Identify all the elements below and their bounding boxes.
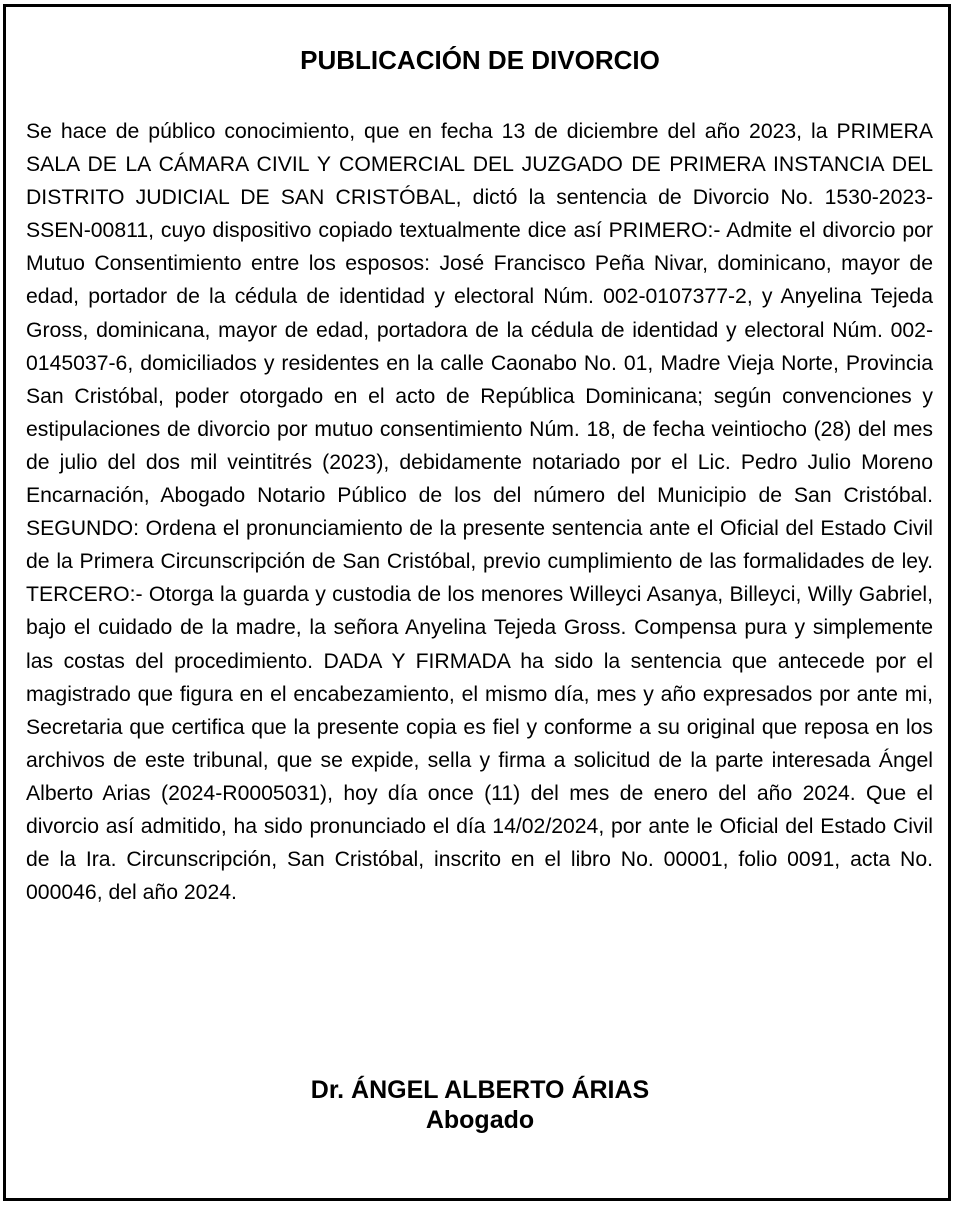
signature-block (6, 1075, 954, 1135)
signature-role: Abogado (425, 1106, 535, 1134)
signature-name: Dr. ÁNGEL ALBERTO ÁRIAS (310, 1076, 650, 1104)
notice-frame (3, 4, 951, 1201)
notice-title: PUBLICACIÓN DE DIVORCIO (300, 45, 660, 75)
notice-body: Se hace de público conocimiento, que en fecha 13 de diciembre del año 2023, la PRIMERA SALA DE LA CÁMARA CIVIL Y COMERCIAL DEL JUZGADO DE PRIMERA INSTANCIA DEL DISTRITO JUDICIAL DE SAN CRISTÓBAL, dictó la sentencia de Divorcio No. 1530-2023-SSEN-00811, cuyo dispositivo copiado textualmente dice así PRIMERO:- Admite el divorcio por Mutuo Consentimiento entre los esposos: José Francisco Peña Nivar, dominicano, mayor de edad, portador de la cédula de identidad y electoral Núm. 002-0107377-2, y Anyelina Tejeda Gross, dominicana, mayor de edad, portadora de la cédula de identidad y electoral Núm. 002-0145037-6, domiciliados y residentes en la calle Caonabo No. 01, Madre Vieja Norte, Provincia San Cristóbal, poder otorgado en el acto de República Dominicana; según convenciones y estipulaciones de divorcio por mutuo consentimiento Núm. 18, de fecha veintiocho (28) del mes de julio del dos mil veintitrés (2023), debidamente notariado por el Lic. Pedro Julio Moreno Encarnación, Abogado Notario Público de los del número del Municipio de San Cristóbal. SEGUNDO: Ordena el pronunciamiento de la presente sentencia ante el Oficial del Estado Civil de la Primera Circunscripción de San Cristóbal, previo cumplimiento de las formalidades de ley. TERCERO:- Otorga la guarda y custodia de los menores Willeyci Asanya, Billeyci, Willy Gabriel, bajo el cuidado de la madre, la señora Anyelina Tejeda Gross. Compensa pura y simplemente las costas del procedimiento. DADA Y FIRMADA ha sido la sentencia que antecede por el magistrado que figura en el encabezamiento, el mismo día, mes y año expresados por ante mi, Secretaria que certifica que la presente copia es fiel y conforme a su original que reposa en los archivos de este tribunal, que se expide, sella y firma a solicitud de la parte interesada Ángel Alberto Arias (2024-R0005031), hoy día once (11) del mes de enero del año 2024. Que el divorcio así admitido, ha sido pronunciado el día 14/02/2024, por ante le Oficial del Estado Civil de la Ira. Circunscripción, San Cristóbal, inscrito en el libro No. 00001, folio 0091, acta No. 000046, del año 2024. (26, 120, 933, 905)
